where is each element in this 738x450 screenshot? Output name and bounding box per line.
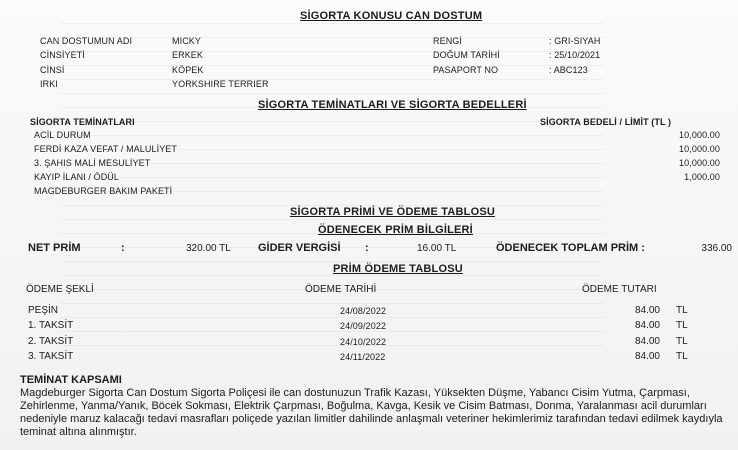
net-premium-colon: : — [121, 242, 125, 254]
coverage-row-name: KAYIP İLANI / ÖDÜL — [34, 172, 119, 182]
pet-gender-value: ERKEK — [172, 50, 204, 60]
pet-species-label: CİNSİ — [40, 65, 65, 75]
payment-row-amount: 84.00 — [634, 336, 660, 347]
pet-gender-label: CİNSİYETİ — [40, 50, 85, 60]
payment-row-amount: 84.00 — [634, 351, 660, 362]
coverage-row-limit: 10,000.00 — [679, 130, 720, 140]
payment-row-date: 24/08/2022 — [340, 306, 387, 316]
coverage-row-limit: 10,000.00 — [679, 158, 720, 168]
pet-passport-value: : ABC123 — [549, 65, 588, 75]
pet-section-title: SİGORTA KONUSU CAN DOSTUM — [300, 10, 483, 22]
pet-color-label: RENGİ — [433, 36, 463, 46]
pet-species-value: KÖPEK — [172, 65, 204, 75]
payment-col-date: ÖDEME TARİHİ — [305, 284, 377, 295]
pet-breed-label: IRKI — [40, 79, 58, 89]
payment-row-method: PEŞİN — [28, 305, 59, 316]
payment-col-amount: ÖDEME TUTARI — [582, 284, 657, 295]
payment-row-currency: TL — [676, 351, 688, 362]
pet-birthdate-value: : 25/10/2021 — [549, 50, 601, 60]
tax-label: GİDER VERGİSİ — [258, 242, 341, 254]
payment-row-method: 3. TAKSİT — [28, 351, 74, 362]
scope-title: TEMİNAT KAPSAMI — [20, 374, 122, 386]
payment-row-method: 1. TAKSİT — [28, 320, 74, 331]
tax-colon: : — [365, 242, 369, 254]
premium-section-title: SİGORTA PRİMİ VE ÖDEME TABLOSU — [290, 206, 496, 218]
coverage-col-name: SİGORTA TEMİNATLARI — [30, 117, 135, 127]
coverage-row-name: FERDİ KAZA VEFAT / MALULİYET — [34, 144, 178, 154]
coverage-row-limit: 10,000.00 — [679, 144, 720, 154]
coverage-col-limit: SİGORTA BEDELİ / LİMİT (TL ) — [540, 117, 672, 127]
net-premium-label: NET PRİM — [28, 242, 81, 254]
payment-row-currency: TL — [676, 336, 688, 347]
payment-table-title: PRİM ÖDEME TABLOSU — [333, 263, 463, 275]
pet-color-value: : GRI-SIYAH — [549, 36, 601, 46]
coverage-row-name: ACİL DURUM — [34, 130, 91, 140]
coverage-row-name: 3. ŞAHIS MALİ MESULİYET — [34, 158, 151, 168]
back-page-bleed-through — [60, 10, 738, 390]
pet-breed-value: YORKSHIRE TERRIER — [172, 79, 269, 89]
scope-text: Magdeburger Sigorta Can Dostum Sigorta Poliçesi ile can dostunuzun Trafik Kazası, Yüksekten Düşme, Yabancı Cisim Yutma, Çarpması, Zehirlenme, Yanma/Yanık, Böcek Sokması, Elektrik Çarpması, Boğulma, Kavga, Kesik ve Cisim Batması, Donma, Yaralanması acil durumları nedeniyle maruz kalacağı tedavi masrafları poliçede yazılan limitler dahilinde anlaşmalı veteriner hekimlerimiz tarafından tedavi edilmek kaydıyla teminat altına alınmıştır. — [20, 387, 723, 438]
payment-row-method: 2. TAKSİT — [28, 336, 74, 347]
coverage-row-name: MAGDEBURGER BAKIM PAKETİ — [34, 186, 173, 196]
coverage-row-limit: 1,000.00 — [684, 172, 720, 182]
total-premium-value: 336.00 — [701, 243, 732, 254]
pet-birthdate-label: DOĞUM TARİHİ — [433, 50, 500, 60]
payment-row-date: 24/09/2022 — [340, 321, 387, 331]
tax-value: 16.00 TL — [417, 243, 457, 254]
pet-name-label: CAN DOSTUMUN ADI — [40, 36, 133, 46]
payment-row-currency: TL — [676, 320, 688, 331]
total-premium-label: ÖDENECEK TOPLAM PRİM : — [496, 242, 645, 254]
premium-info-subtitle: ÖDENECEK PRİM BİLGİLERİ — [318, 224, 473, 236]
pet-passport-label: PASAPORT NO — [433, 65, 499, 75]
pet-name-value: MICKY — [172, 36, 202, 46]
payment-col-method: ÖDEME ŞEKLİ — [26, 284, 94, 295]
payment-row-amount: 84.00 — [634, 320, 660, 331]
payment-row-amount: 84.00 — [634, 305, 660, 316]
net-premium-value: 320.00 TL — [186, 243, 231, 254]
payment-row-date: 24/11/2022 — [340, 352, 386, 362]
payment-row-currency: TL — [676, 305, 688, 316]
coverage-section-title: SİGORTA TEMİNATLARI VE SİGORTA BEDELLERİ — [258, 99, 527, 111]
payment-row-date: 24/10/2022 — [340, 337, 387, 347]
